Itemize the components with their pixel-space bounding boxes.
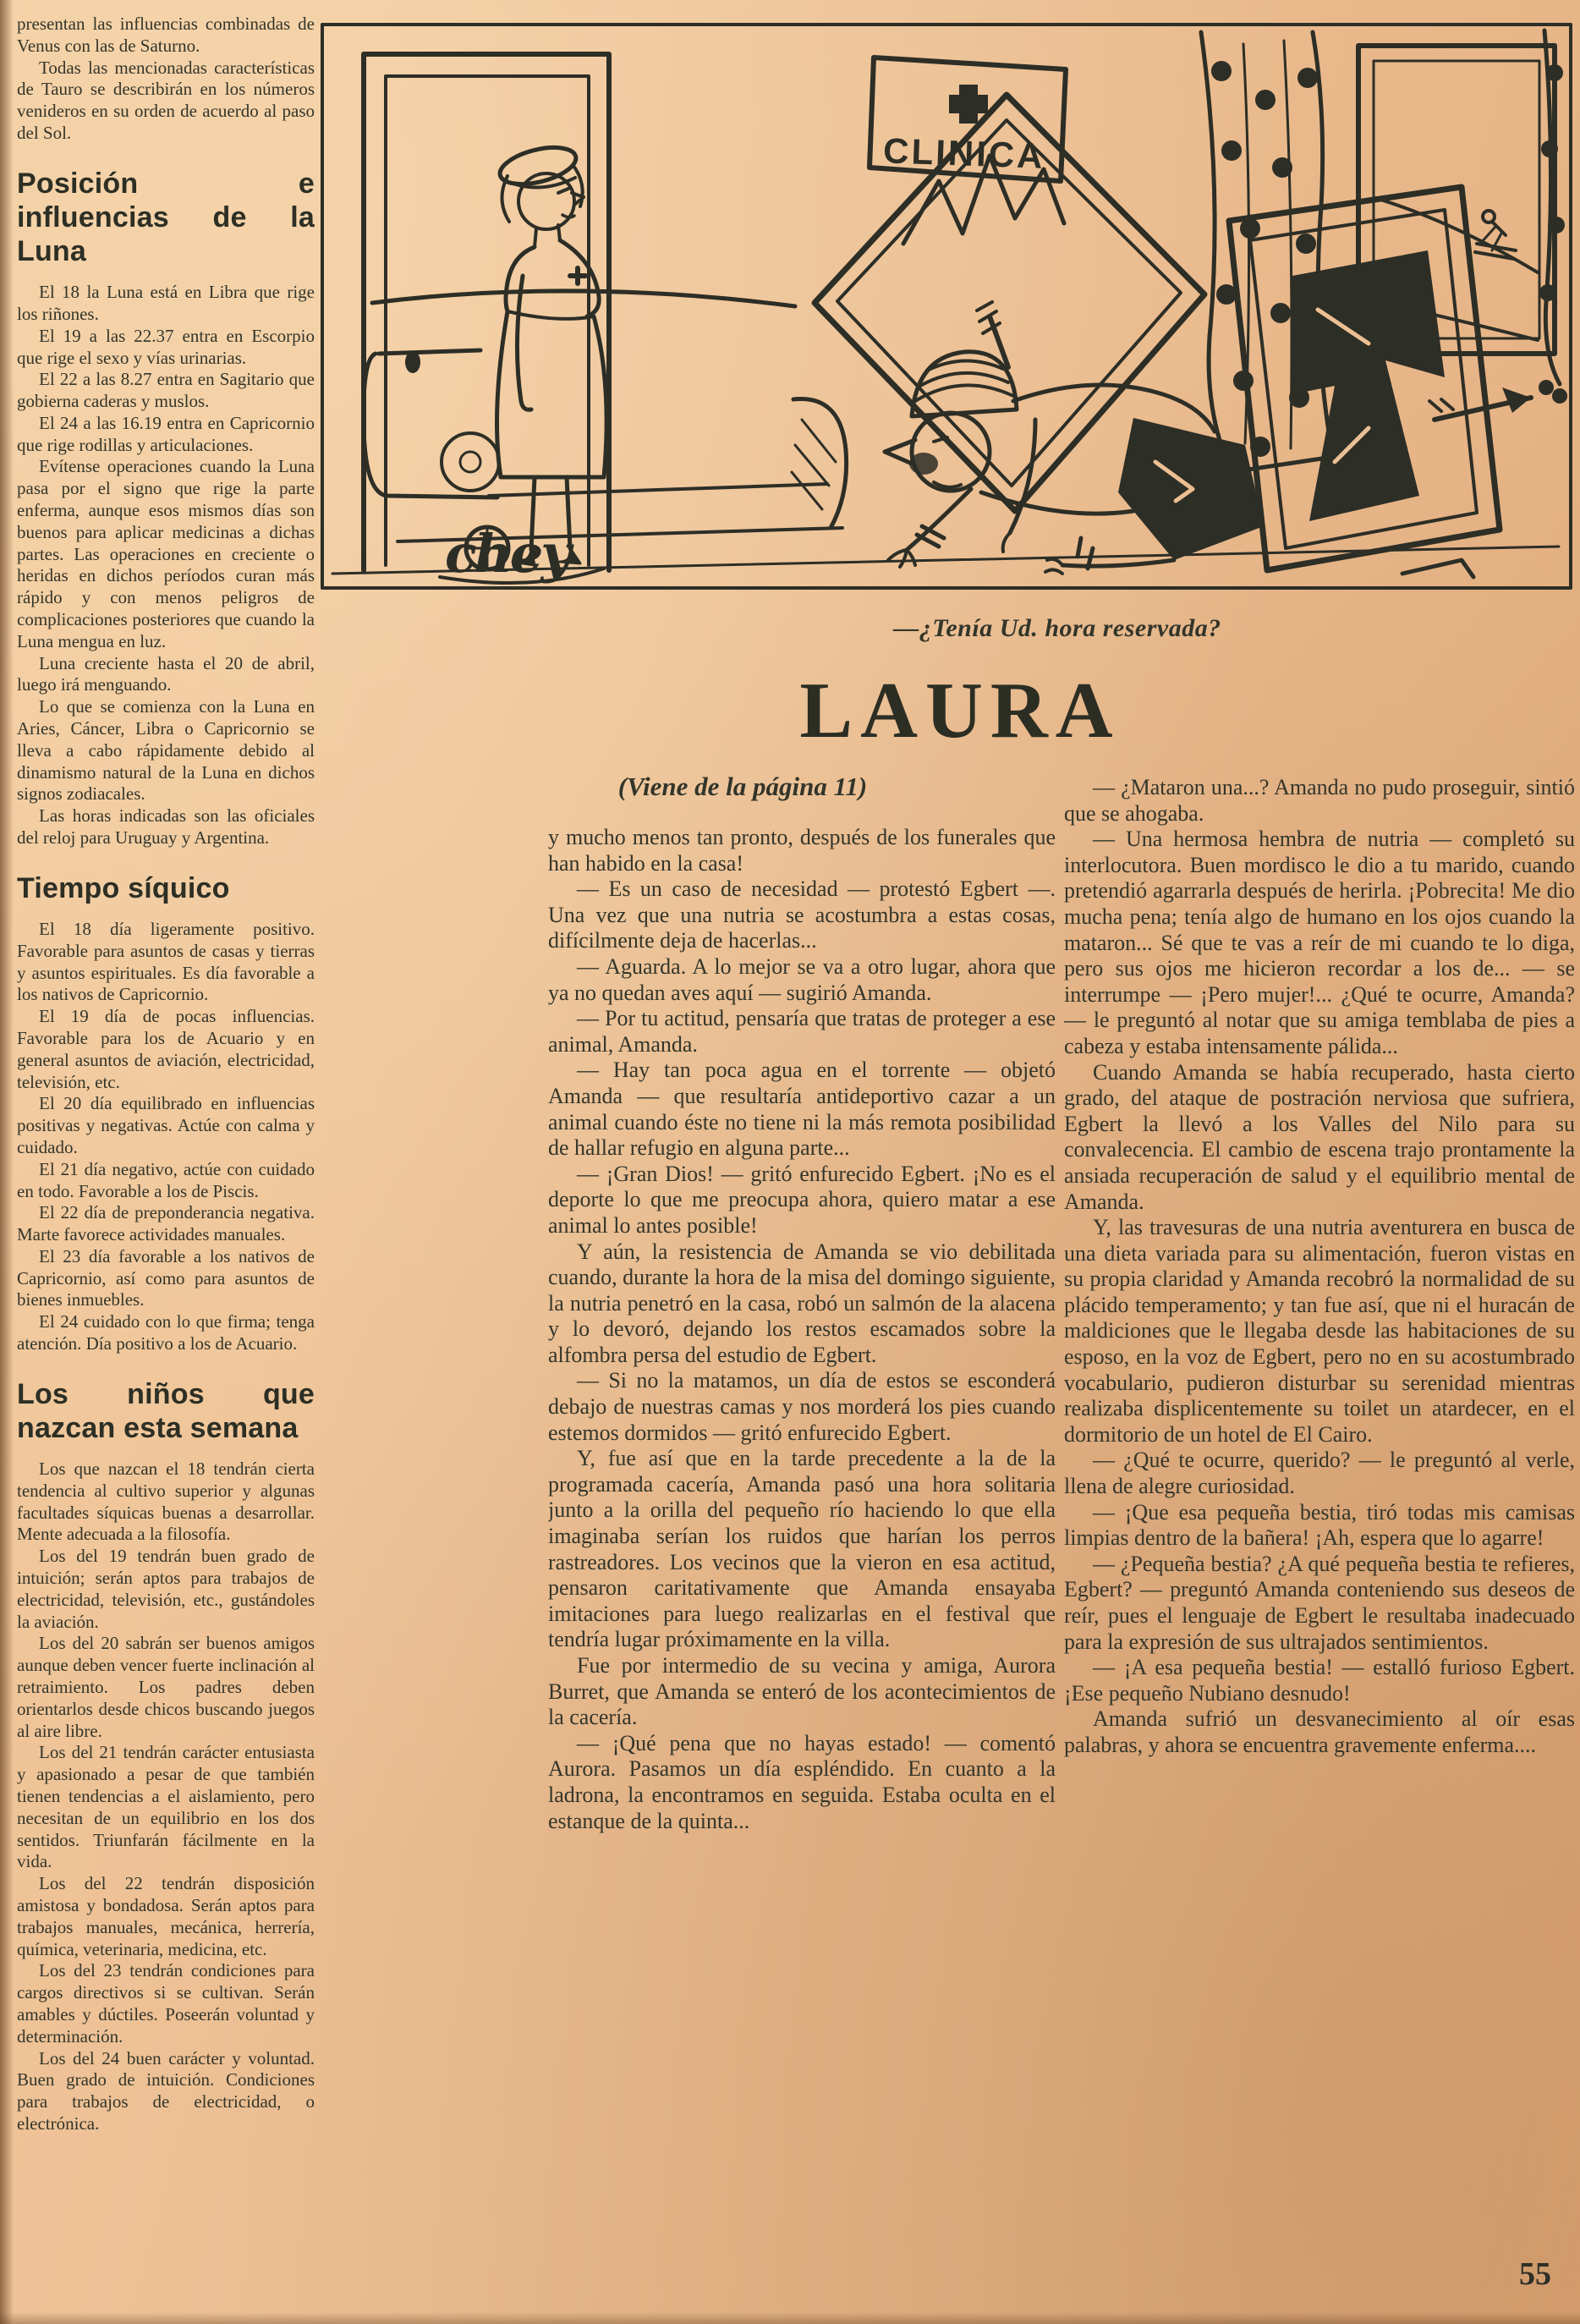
paragraph: El 20 día equilibrado en influencias positivas y negativas. Actúe con calma y cuidado.: [17, 1093, 315, 1157]
sofa-right-arm: [793, 399, 847, 529]
man-far-arm: [1010, 420, 1035, 533]
paragraph: — ¡Que esa pequeña bestia, tiró todas mis camisas limpias dentro de la bañera! ¡Ah, espera que lo agarre!: [1064, 1499, 1575, 1551]
paragraph: Fue por intermedio de su vecina y amiga, Aurora Burret, que Amanda se enteró de los acontecimientos de la cacería.: [548, 1653, 1056, 1730]
section-body-luna: [17, 282, 315, 849]
story-title: LAURA: [799, 667, 1121, 755]
paragraph: Y aún, la resistencia de Amanda se vio debilitada cuando, durante la hora de la misa del domingo siguiente, la nutria penetró en la casa, robó un salmón de la alacena y lo devoró, dejando los restos escamados sobre la alfombra persa del estudio de Egbert.: [548, 1239, 1056, 1367]
section-posicion-luna: [17, 167, 315, 849]
fallen-arrow: [1429, 387, 1531, 420]
man-hand: [888, 550, 915, 567]
paragraph: — ¿Qué te ocurre, querido? — le preguntó al verle, llena de alegre curiosidad.: [1064, 1448, 1575, 1499]
paragraph: El 19 a las 22.37 entra en Escorpio que rige el sexo y vías urinarias.: [17, 325, 315, 368]
paragraph: Amanda sufrió un desvanecimiento al oír esas palabras, y ahora se encuentra gravemente enferma....: [1064, 1706, 1575, 1757]
artist-signature: [440, 523, 604, 585]
paragraph: y mucho menos tan pronto, después de los funerales que han habido en la casa!: [548, 825, 1056, 876]
page-left-edge-shadow: [0, 0, 14, 2324]
nurse-arm: [517, 276, 531, 409]
paragraph: — ¡Gran Dios! — gritó enfurecido Egbert. ¡No es el deporte lo que me preocupa ahora, quiero matar a ese animal lo antes posible!: [548, 1161, 1056, 1238]
paragraph: Los del 20 sabrán ser buenos amigos aunque deben vencer fuerte inclinación al retraimiento. Los padres deben orientarlos desde chicos buscando juegos al aire libre.: [17, 1633, 315, 1741]
paragraph: El 19 día de pocas influencias. Favorable para los de Acuario y en general asuntos de aviación, electricidad, televisión, etc.: [17, 1006, 315, 1092]
paragraph: Los del 19 tendrán buen grado de intuición; serán aptos para trabajos de electricidad, televisión, etc., gustándoles la aviación.: [17, 1546, 315, 1632]
black-eye-bruise: [909, 453, 938, 475]
paragraph: Todas las mencionadas características de Tauro se describirán en los números venideros en su orden de acuerdo al paso del Sol.: [17, 57, 315, 143]
paragraph: — ¡A esa pequeña bestia! — estalló furioso Egbert. ¡Ese pequeño Nubiano desnudo!: [1064, 1655, 1575, 1706]
paragraph: — Hay tan poca agua en el torrente — objetó Amanda — que resultaría antideportivo cazar a un animal cuando éste no tiene ni la más remota posibilidad de hallar refugio en alguna parte...: [548, 1058, 1056, 1161]
continuation-note: (Viene de la página 11): [617, 772, 868, 801]
paragraph: Luna creciente hasta el 20 de abril, luego irá menguando.: [17, 652, 315, 695]
polka-dot-curtain: [1201, 32, 1333, 472]
signature-text: chey: [445, 523, 569, 585]
cartoon-panel: [320, 22, 1573, 591]
paragraph: presentan las influencias combinadas de Venus con las de Saturno.: [17, 14, 315, 56]
section-ninos: [17, 1377, 315, 2135]
paragraph: El 18 la Luna está en Libra que rige los riñones.: [17, 282, 315, 324]
paragraph: — Una hermosa hembra de nutria — completó su interlocutora. Buen mordisco le dio a tu marido, cuando pretendió agarrarla después de herirla. ¡Pobrecita! Me dio mucha pena; tenía algo de humano en los ojos cuando la mataron... Sé que te vas a reír de mi cuando te lo diga, pero sus ojos me hicieron recordar a los de... — se interrumpe — ¡Pero mujer!... ¿Qué te ocurre, Amanda? — le preguntó al notar que su amiga temblaba de pies a cabeza y estaba intensamente pálida...: [1064, 827, 1575, 1058]
clinica-sign-label: CLINICA: [882, 130, 1046, 176]
paragraph: El 22 a las 8.27 entra en Sagitario que gobierna caderas y muslos.: [17, 369, 315, 412]
man-back: [1013, 385, 1215, 431]
paragraph: El 23 día favorable a los nativos de Capricornio, así como para asuntos de bienes inmuebles.: [17, 1245, 315, 1310]
paragraph: Los que nazcan el 18 tendrán cierta tendencia al cultivo superior y algunas facultades síquicas buenas a desarrollar. Mente adecuada a la filosofía.: [17, 1459, 315, 1545]
skier-icon: [1475, 211, 1516, 259]
cartoon-illustration: [320, 22, 1573, 591]
paragraph: Los del 23 tendrán condiciones para cargos directivos si se cultivan. Serán amables y dúctiles. Poseerán voluntad y determinación.: [17, 1960, 315, 2047]
section-body-ninos: [17, 1459, 315, 2135]
astrology-column: [17, 14, 315, 2311]
wrist-bracelets-icon: [917, 526, 944, 547]
paragraph: El 24 cuidado con lo que firma; tenga atención. Día positivo a los de Acuario.: [17, 1311, 315, 1354]
section-tiempo-siquico: [17, 871, 315, 1355]
paragraph: El 24 a las 16.19 entra en Capricornio que rige rodillas y articulaciones.: [17, 412, 315, 455]
paragraph: Y, las travesuras de una nutria aventurera en busca de una dieta variada para su alimentación, fueron vistas en su propia claridad y Amanda recobró la normalidad de su plácido temperamento; y tan fue así, que ni el huracán de maldiciones que le llegaba desde las habitaciones de su esposo, en la voz de Egbert, pero no en su acostumbrado vocabulario, pudieron disturbar su serenidad mientras realizaba displicentemente su toilet un atardecer, en el dormitorio de un hotel de El Cairo.: [1064, 1215, 1575, 1447]
section-body-tiempo: [17, 919, 315, 1355]
paragraph: Los del 22 tendrán disposición amistosa y bondadosa. Serán aptos para trabajos manuales, mecánica, herrería, química, veterinaria, medicina, etc.: [17, 1873, 315, 1959]
section-heading-ninos: Los niños que nazcan esta semana: [17, 1377, 315, 1444]
paragraph: — Si no la matamos, un día de estos se esconderá debajo de nuestras camas y nos morderá los pies cuando estemos dormidos — gritó enfurecido Egbert.: [548, 1368, 1056, 1445]
section-heading-luna: Posición e influencias de la Luna: [17, 167, 315, 267]
intro-paragraphs: [17, 14, 315, 145]
man-shin: [1062, 560, 1174, 566]
paragraph: Evítense operaciones cuando la Luna pasa por el signo que rige la parte enferma, aunque esos mismos días son buenos para aplicar medicinas a dichas partes. Las operaciones en creciente o heridas en dichos períodos curan más rápido y con menos peligros de complicaciones posteriores que cuando la Luna mengua en luz.: [17, 456, 315, 651]
paragraph: Los del 21 tendrán carácter entusiasta y apasionado a pesar de que también tienen tendencias a el aislamiento, pero necesitan de un equilibrio en los dos sentidos. Triunfarán fácilmente en la vida.: [17, 1742, 315, 1872]
paragraph: Las horas indicadas son las oficiales del reloj para Uruguay y Argentina.: [17, 805, 315, 849]
paragraph: — ¿Pequeña bestia? ¿A qué pequeña bestia te refieres, Egbert? — preguntó Amanda conteniendo sus deseos de reír, pues el lenguaje de Egbert le resultaba inadecuado para la expresión de sus ultrajados sentimientos.: [1064, 1551, 1575, 1654]
page-bottom-edge-shadow: [0, 2312, 1580, 2324]
frame-debris: [1402, 560, 1473, 577]
paragraph: El 18 día ligeramente positivo. Favorable para asuntos de casas y tierras y asuntos espirituales. Es día favorable a los nativos de Capricornio.: [17, 918, 315, 1005]
paragraph: Cuando Amanda se había recuperado, hasta cierto grado, del ataque de postración nerviosa que sufriera, Egbert la llevó a los Valles del Nilo para su convalecencia. El cambio de escena trajo prontamente la ansiada recuperación de salud y el equilibrio mental de Amanda.: [1064, 1059, 1575, 1214]
page-number: 55: [1519, 2256, 1551, 2292]
nurse-cross-pin-icon: [570, 268, 585, 283]
paragraph: Los del 24 buen carácter y voluntad. Buen grado de intuición. Condiciones para trabajos de electricidad, o electrónica.: [17, 2047, 315, 2134]
paragraph: — Es un caso de necesidad — protestó Egbert —. Una vez que una nutria se acostumbra a estas cosas, difícilmente deja de hacerlas...: [548, 876, 1056, 953]
leaning-broken-frame: [1229, 187, 1500, 570]
cartoon-caption: —¿Tenía Ud. hora reservada?: [893, 614, 1221, 642]
man-near-arm: [907, 489, 971, 550]
paragraph: — Aguarda. A lo mejor se va a otro lugar, ahora que ya no quedan aves aquí — sugirió Amanda.: [548, 953, 1056, 1005]
paragraph: El 22 día de preponderancia negativa. Marte favorece actividades manuales.: [17, 1202, 315, 1245]
paragraph: — Por tu actitud, pensaría que tratas de proteger a ese animal, Amanda.: [548, 1006, 1056, 1057]
paragraph: — ¿Mataron una...? Amanda no pudo proseguir, sintió que se ahogaba.: [1064, 775, 1575, 826]
dark-torn-canvas: [1292, 250, 1445, 521]
crawling-man: [885, 302, 1264, 574]
story-column-2: [1064, 775, 1575, 2223]
story-column-1: [548, 825, 1056, 2307]
section-heading-tiempo: Tiempo síquico: [17, 871, 230, 904]
paragraph: Y, fue así que en la tarde precedente a la de la programada cacería, Amanda pasó una hora solitaria junto a la orilla del pequeño río haciendo lo que ella imaginaba serían los ruidos que harían los perros rastreadores. Los vecinos que la vieron en esa actitud, pensaron caritativamente que Amanda ensayaba imitaciones para luego realizarlas en el festival que tendría lugar próximamente en la villa.: [548, 1446, 1056, 1652]
paragraph: Lo que se comienza con la Luna en Aries, Cáncer, Libra o Capricornio se lleva a cabo rápidamente debido al dinamismo natural de la Luna en dichos signos zodiacales.: [17, 696, 315, 805]
paragraph: — ¡Qué pena que no hayas estado! — comentó Aurora. Pasamos un día espléndido. En cuanto a la ladrona, la encontramos en seguida. Estaba oculta en el estanque de la quinta...: [548, 1730, 1056, 1833]
paragraph: El 21 día negativo, actúe con cuidado en todo. Favorable a los de Piscis.: [17, 1158, 315, 1201]
